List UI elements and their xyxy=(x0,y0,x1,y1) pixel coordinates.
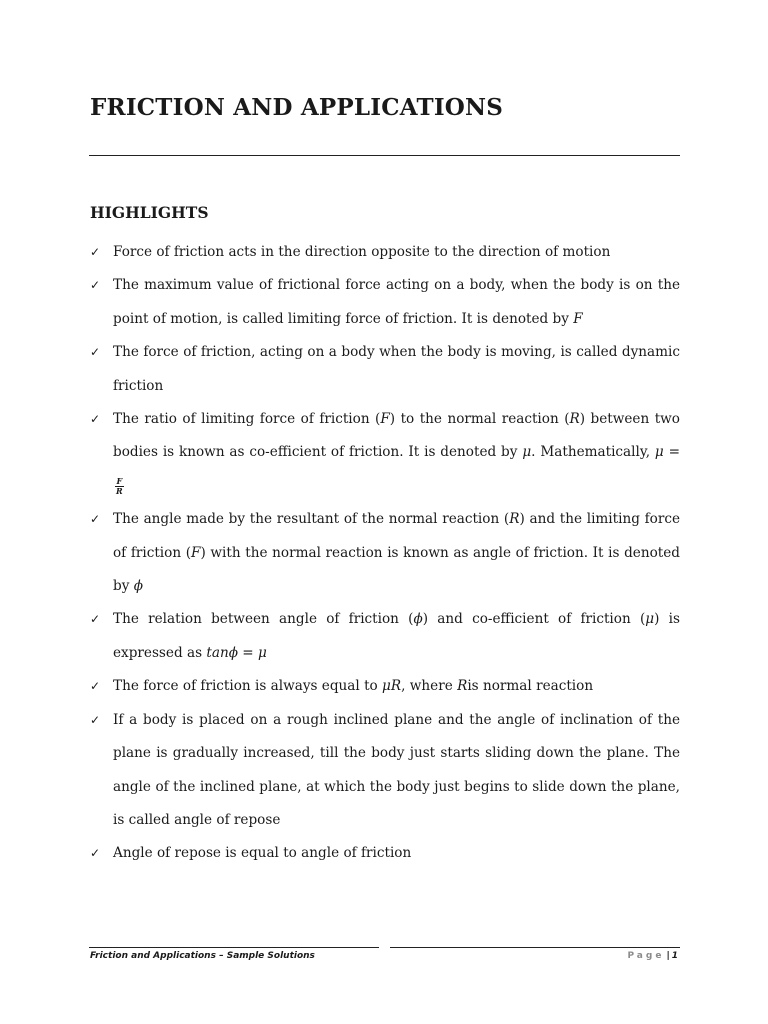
checkmark-icon: ✓ xyxy=(90,345,101,360)
item-text: ) with the normal reaction is known as angle of friction. It is denoted by xyxy=(113,544,681,595)
math-symbol: F xyxy=(380,411,390,428)
page-number: 1 xyxy=(671,951,678,961)
item-text: ) to the normal reaction ( xyxy=(389,411,570,428)
title-divider xyxy=(89,155,680,156)
math-symbol: μR xyxy=(382,678,402,695)
page-separator: | xyxy=(666,951,670,961)
footer-divider-left xyxy=(89,947,379,948)
item-text: The force of friction is always equal to xyxy=(113,678,383,695)
section-heading-highlights: HIGHLIGHTS xyxy=(90,203,209,222)
math-symbol: R xyxy=(457,678,468,695)
highlight-item xyxy=(88,704,680,838)
item-text: Angle of repose is equal to angle of friction xyxy=(113,845,412,862)
formula-lhs: μ = xyxy=(654,444,680,461)
math-symbol: R xyxy=(569,411,580,428)
checkmark-icon: ✓ xyxy=(90,679,101,694)
math-symbol: μ xyxy=(522,444,532,461)
item-text: The maximum value of frictional force acting on a body, when the body is on the point of motion, is called limiting force of friction. It is denoted by xyxy=(113,277,680,327)
item-text: The force of friction, acting on a body when the body is moving, is called dynamic friction xyxy=(113,344,680,394)
item-text: If a body is placed on a rough inclined plane and the angle of inclination of the plane is gradually increased, till the body just starts sliding down the plane. The angle of the inclined plane, at which the body just begins to slide down the plane, is called angle of repose xyxy=(113,711,680,828)
checkmark-icon: ✓ xyxy=(90,612,101,627)
item-text: The ratio of limiting force of friction ( xyxy=(113,411,381,428)
checkmark-icon: ✓ xyxy=(90,712,101,727)
item-text: , where xyxy=(401,678,458,695)
checkmark-icon: ✓ xyxy=(90,412,101,427)
highlight-item xyxy=(88,336,680,403)
item-text: The relation between angle of friction ( xyxy=(113,611,414,628)
item-text: ) between two bodies is known as co-efficient of friction. It is denoted by xyxy=(113,411,680,461)
page-label: Page xyxy=(627,951,665,961)
item-text: The angle made by the resultant of the normal reaction ( xyxy=(113,511,510,528)
highlight-item xyxy=(88,236,680,269)
math-symbol: F xyxy=(573,310,583,327)
formula: tanϕ = μ xyxy=(206,644,267,661)
highlight-item xyxy=(88,670,680,703)
fraction-numerator: F xyxy=(116,475,123,486)
math-symbol: F xyxy=(191,544,201,561)
highlight-item xyxy=(88,603,680,670)
highlights-list xyxy=(88,236,680,871)
math-symbol: ϕ xyxy=(413,611,423,628)
math-symbol: ϕ xyxy=(133,578,143,595)
checkmark-icon: ✓ xyxy=(90,512,101,527)
item-text: ) and the limiting force of friction ( xyxy=(113,511,680,561)
item-text: . Mathematically, xyxy=(531,444,655,461)
footer-divider-right xyxy=(390,947,680,948)
math-symbol: μ xyxy=(645,611,655,628)
checkmark-icon: ✓ xyxy=(90,278,101,293)
footer-document-title: Friction and Applications – Sample Solutions xyxy=(90,951,315,961)
item-text: Force of friction acts in the direction opposite to the direction of motion xyxy=(113,244,611,260)
item-text: ) is expressed as xyxy=(113,611,680,661)
highlight-item xyxy=(88,403,680,503)
highlight-item xyxy=(88,837,680,870)
math-symbol: R xyxy=(509,511,520,528)
highlight-item xyxy=(88,503,680,603)
item-text: ) and co-efficient of friction ( xyxy=(422,611,646,628)
checkmark-icon: ✓ xyxy=(90,846,101,861)
highlight-item xyxy=(88,269,680,336)
document-title: FRICTION AND APPLICATIONS xyxy=(90,94,504,121)
item-text: is normal reaction xyxy=(467,678,594,695)
formula-fraction xyxy=(115,477,124,496)
footer-page-indicator xyxy=(627,950,678,962)
checkmark-icon: ✓ xyxy=(90,245,101,259)
fraction-denominator: R xyxy=(116,485,123,496)
